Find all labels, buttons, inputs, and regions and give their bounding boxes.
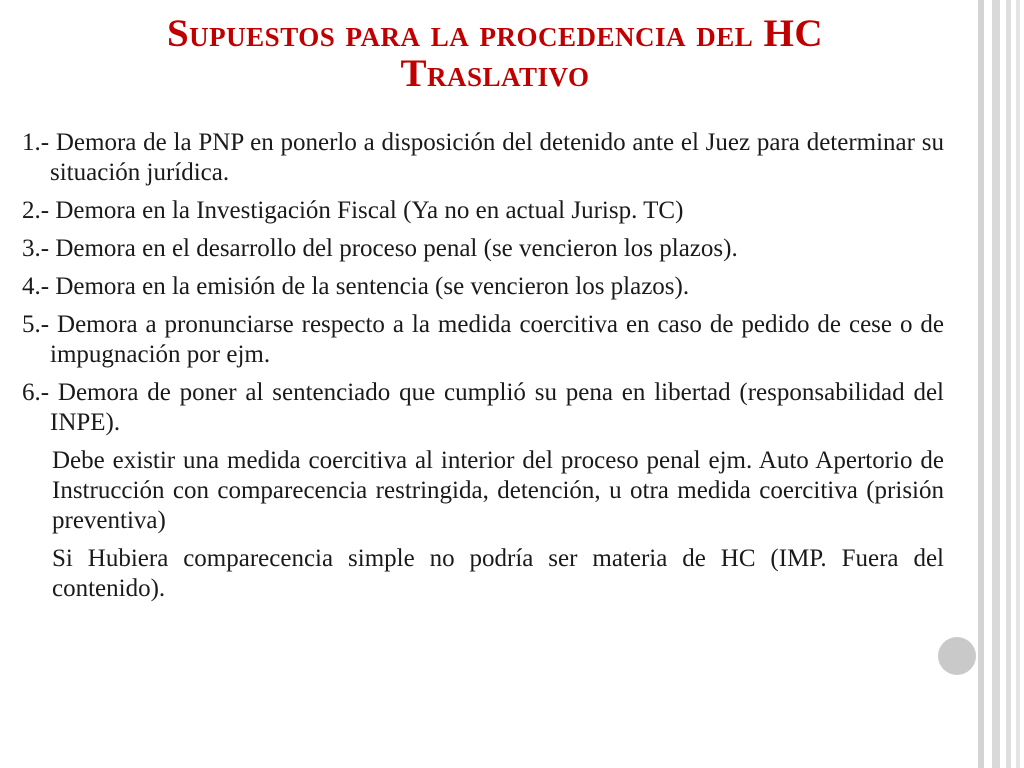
note-paragraph-1: Debe existir una medida coercitiva al interior del proceso penal ejm. Auto Apertorio de Instrucción con comparecencia restringida, detención, u otra medida coercitiva (prisión preventiva): [52, 447, 944, 534]
decorative-stripe: [1016, 0, 1020, 768]
note-paragraph-2: Si Hubiera comparecencia simple no podría ser materia de HC (IMP. Fuera del contenido).: [52, 545, 944, 602]
slide-body: [22, 128, 944, 612]
list-item-3: 3.- Demora en el desarrollo del proceso penal (se vencieron los plazos).: [22, 235, 738, 262]
list-item-1: 1.- Demora de la PNP en ponerlo a disposición del detenido ante el Juez para determinar su situación jurídica.: [22, 129, 944, 186]
decorative-stripe: [978, 0, 984, 768]
list-item-6: 6.- Demora de poner al sentenciado que cumplió su pena en libertad (responsabilidad del INPE).: [22, 379, 944, 436]
slide-title-line-2: Traslativo: [400, 52, 590, 95]
list-item-5: 5.- Demora a pronunciarse respecto a la medida coercitiva en caso de pedido de cese o de impugnación por ejm.: [22, 311, 944, 368]
decorative-stripe: [992, 0, 1000, 768]
decorative-circle: [938, 637, 976, 675]
decorative-stripe: [1006, 0, 1011, 768]
slide-title: [30, 14, 960, 94]
list-item-2: 2.- Demora en la Investigación Fiscal (Ya no en actual Jurisp. TC): [22, 197, 684, 224]
slide-title-line-1: Supuestos para la procedencia del HC: [166, 12, 823, 55]
list-item-4: 4.- Demora en la emisión de la sentencia (se vencieron los plazos).: [22, 273, 690, 300]
